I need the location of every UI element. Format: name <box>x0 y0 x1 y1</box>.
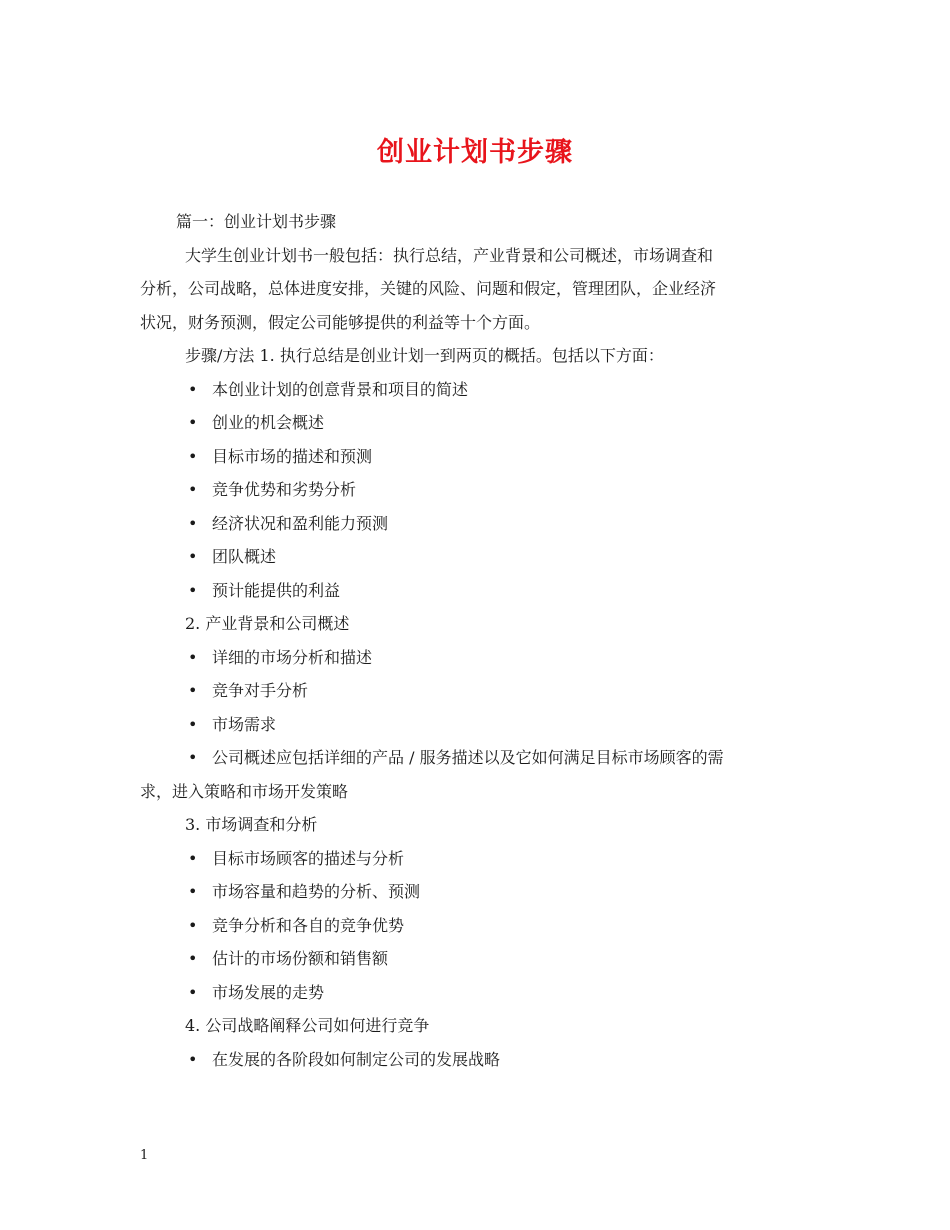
bullet-text: 市场发展的走势 <box>212 982 325 1002</box>
bullet-item <box>140 909 812 943</box>
bullet-icon: • <box>188 413 198 432</box>
intro-paragraph-line: 大学生创业计划书一般包括：执行总结，产业背景和公司概述，市场调查和 <box>185 245 714 265</box>
bullet-item <box>140 674 812 708</box>
bullet-text: 竞争分析和各自的竞争优势 <box>212 915 405 935</box>
bullet-text: 估计的市场份额和销售额 <box>212 949 389 968</box>
bullet-item <box>140 942 812 976</box>
bullet-text: 经济状况和盈利能力预测 <box>212 513 389 533</box>
bullet-text: 市场容量和趋势的分析、预测 <box>212 882 421 901</box>
section-heading: 篇一：创业计划书步骤 <box>176 212 337 231</box>
page-number: 1 <box>140 1148 149 1163</box>
bullet-text: 目标市场顾客的描述与分析 <box>212 848 405 868</box>
bullet-icon: • <box>188 1049 198 1069</box>
bullet-item <box>140 574 812 608</box>
bullet-icon: • <box>188 681 198 700</box>
bullet-icon: • <box>188 848 198 868</box>
bullet-icon: • <box>188 882 198 901</box>
bullet-icon: • <box>188 513 198 533</box>
bullet-item <box>140 875 812 909</box>
bullet-text: 公司概述应包括详细的产品 / 服务描述以及它如何满足目标市场顾客的需 <box>212 748 724 767</box>
bullet-item <box>140 440 812 474</box>
bullet-item <box>140 641 812 675</box>
step-heading-1: 步骤/方法 1. 执行总结是创业计划一到两页的概括。包括以下方面： <box>185 346 664 365</box>
intro-paragraph-line: 分析，公司战略，总体进度安排，关键的风险、问题和假定，管理团队，企业经济 <box>140 279 717 298</box>
bullet-item <box>140 976 812 1010</box>
bullet-text: 竞争对手分析 <box>212 681 309 700</box>
bullet-item <box>140 708 812 742</box>
bullet-icon: • <box>188 647 198 667</box>
bullet-text: 本创业计划的创意背景和项目的简述 <box>212 379 469 399</box>
bullet-icon: • <box>188 480 198 499</box>
wrapped-line: 求，进入策略和市场开发策略 <box>140 781 349 801</box>
intro-paragraph-line: 状况，财务预测，假定公司能够提供的利益等十个方面。 <box>140 312 541 332</box>
document-body <box>140 205 812 1076</box>
bullet-text: 市场需求 <box>212 714 277 734</box>
bullet-text: 详细的市场分析和描述 <box>212 647 373 667</box>
bullet-icon: • <box>188 915 198 935</box>
bullet-item <box>140 1043 812 1077</box>
document-title: 创业计划书步骤 <box>377 137 573 168</box>
bullet-item <box>140 741 812 775</box>
bullet-text: 在发展的各阶段如何制定公司的发展战略 <box>212 1049 501 1069</box>
step-heading-4: 4. 公司战略阐释公司如何进行竞争 <box>185 1016 430 1035</box>
bullet-item <box>140 507 812 541</box>
bullet-icon: • <box>188 547 198 566</box>
bullet-icon: • <box>188 982 198 1002</box>
bullet-icon: • <box>188 748 198 767</box>
bullet-item <box>140 473 812 507</box>
bullet-icon: • <box>188 446 198 466</box>
bullet-text: 团队概述 <box>212 547 277 566</box>
bullet-icon: • <box>188 949 198 968</box>
bullet-item <box>140 540 812 574</box>
bullet-item <box>140 406 812 440</box>
bullet-icon: • <box>188 379 198 399</box>
step-heading-2: 2. 产业背景和公司概述 <box>185 614 350 633</box>
bullet-item <box>140 842 812 876</box>
bullet-item <box>140 373 812 407</box>
bullet-icon: • <box>188 714 198 734</box>
bullet-text: 预计能提供的利益 <box>212 580 341 600</box>
bullet-icon: • <box>188 580 198 600</box>
bullet-text: 创业的机会概述 <box>212 413 325 432</box>
step-heading-3: 3. 市场调查和分析 <box>185 815 318 834</box>
bullet-text: 目标市场的描述和预测 <box>212 446 373 466</box>
bullet-text: 竞争优势和劣势分析 <box>212 480 357 499</box>
